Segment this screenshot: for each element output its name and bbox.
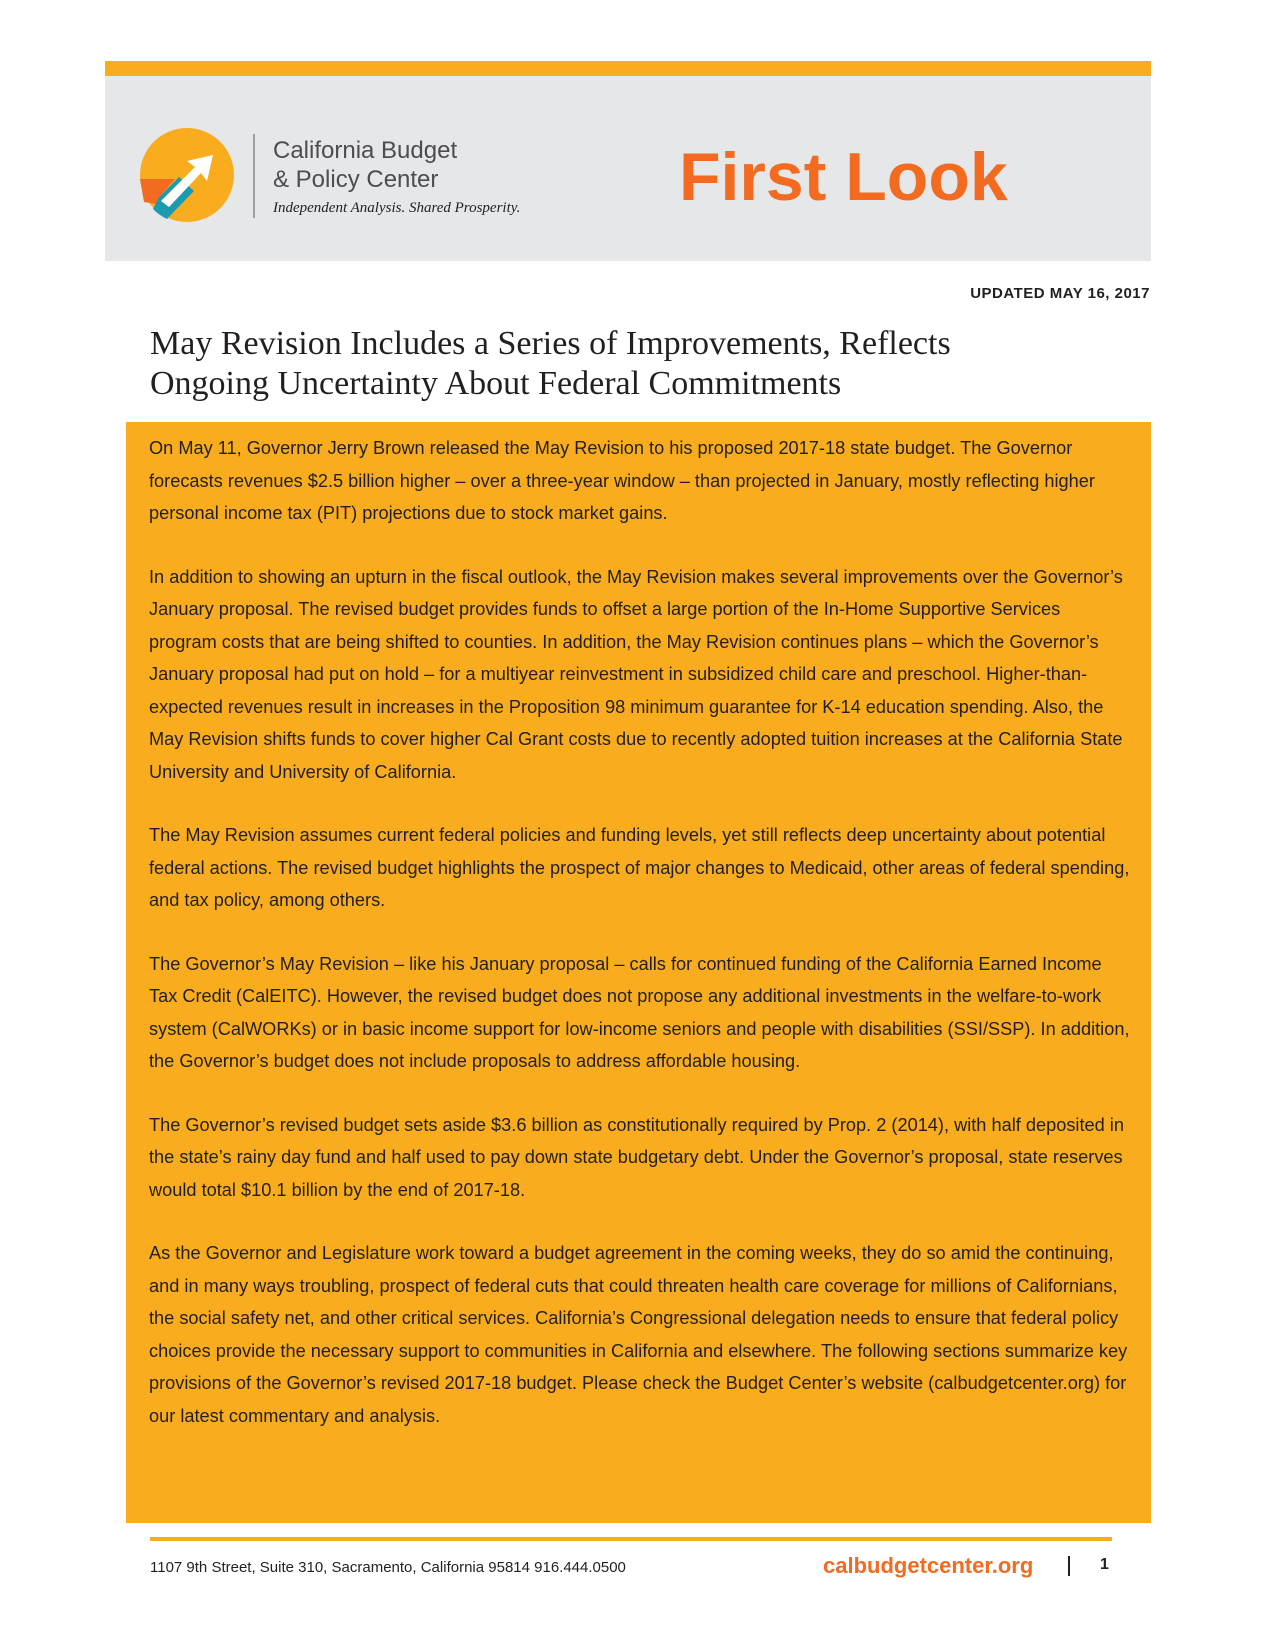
logo-divider [253, 134, 255, 218]
org-tagline: Independent Analysis. Shared Prosperity. [273, 200, 521, 216]
updated-date: UPDATED MAY 16, 2017 [970, 285, 1150, 302]
body-paragraph: In addition to showing an upturn in the fiscal outlook, the May Revision makes several improvements over the Governor’s January proposal. The revised budget provides funds to offset a large portion of the In-Home Supportive Services program costs that are being shifted to counties. In addition, the May Revision continues plans – which the Governor’s January proposal had put on hold – for a multiyear reinvestment in subsidized child care and preschool. Higher-than-expected revenues result in increases in the Proposition 98 minimum guarantee for K-14 education spending. Also, the May Revision shifts funds to cover higher Cal Grant costs due to recently adopted tuition increases at the California State University and University of California. [149, 566, 1123, 782]
org-name [273, 136, 573, 194]
body-paragraph: The Governor’s revised budget sets aside $3.6 billion as constitutionally required by Prop. 2 (2014), with half deposited in the state’s rainy day fund and half used to pay down state budgetary debt. Under the Governor’s proposal, state reserves would total $10.1 billion by the end of 2017-18. [149, 1114, 1124, 1200]
body-paragraph: The May Revision assumes current federal policies and funding levels, yet still reflects deep uncertainty about potential federal actions. The revised budget highlights the prospect of major changes to Medicaid, other areas of federal spending, and tax policy, among others. [149, 825, 1130, 910]
page-title-line2: Ongoing Uncertainty About Federal Commitments [150, 365, 842, 402]
summary-box [126, 422, 1151, 1523]
footer-website-link[interactable]: calbudgetcenter.org [823, 1553, 1034, 1578]
header-banner [105, 76, 1151, 261]
arrow-circle-logo-icon [139, 127, 235, 223]
body-paragraph: The Governor’s May Revision – like his January proposal – calls for continued funding of the California Earned Income Tax Credit (CalEITC). However, the revised budget does not propose any additional investments in the welfare-to-work system (CalWORKs) or in basic income support for low-income seniors and people with disabilities (SSI/SSP). In addition, the Governor’s budget does not include proposals to address affordable housing. [149, 953, 1130, 1071]
page-title [150, 324, 1150, 404]
footer-separator [1068, 1556, 1070, 1576]
page-title-line1: May Revision Includes a Series of Improvements, Reflects [150, 325, 951, 362]
org-name-line1: California Budget [273, 137, 458, 164]
footer-address: 1107 9th Street, Suite 310, Sacramento, California 95814 916.444.0500 [150, 1559, 626, 1576]
header-accent-bar [105, 61, 1151, 76]
org-name-line2: & Policy Center [273, 166, 439, 193]
footer-rule [150, 1537, 1112, 1541]
page-number: 1 [1100, 1556, 1109, 1573]
body-paragraph: As the Governor and Legislature work toward a budget agreement in the coming weeks, they do so amid the continuing, and in many ways troubling, prospect of federal cuts that could threaten health care coverage for millions of Californians, the social safety net, and other critical services. California’s Congressional delegation needs to ensure that federal policy choices provide the necessary support to communities in California and elsewhere. The following sections summarize key provisions of the Governor’s revised 2017-18 budget. Please check the Budget Center’s website (calbudgetcenter.org) for our latest commentary and analysis. [149, 1243, 1128, 1426]
series-label: First Look [679, 139, 1008, 215]
body-paragraph: On May 11, Governor Jerry Brown released the May Revision to his proposed 2017-18 state budget. The Governor forecasts revenues $2.5 billion higher – over a three-year window – than projected in January, mostly reflecting higher personal income tax (PIT) projections due to stock market gains. [149, 438, 1095, 523]
